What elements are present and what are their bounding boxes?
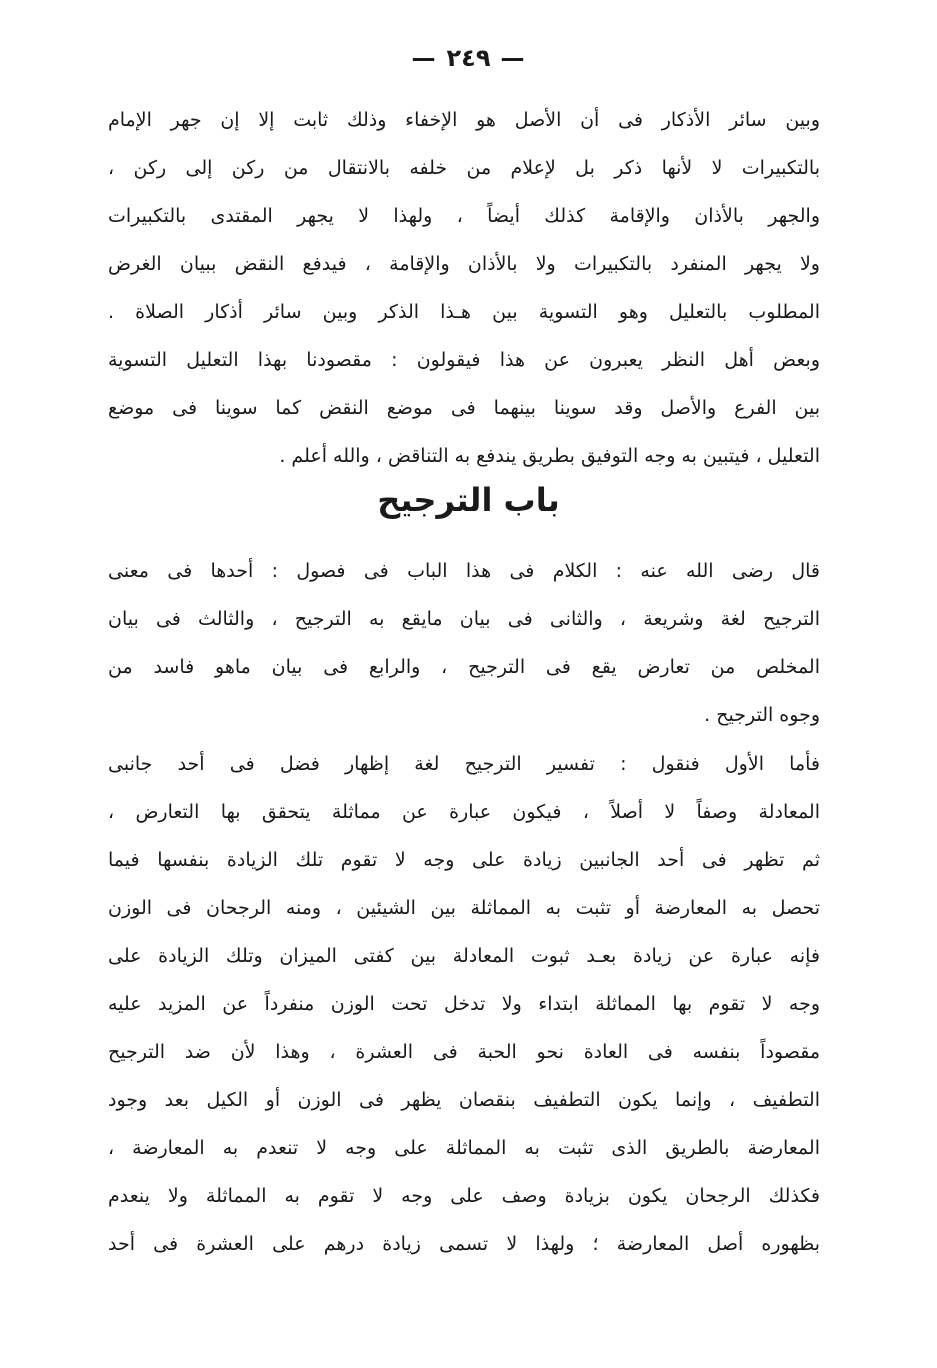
text-line: المعادلة وصفاً لا أصلاً ، فيكون عبارة عن مماثلة يتحقق بها التعارض ، [108,801,820,823]
text-line: ولا يجهر المنفرد بالتكبيرات ولا بالأذان والإقامة ، فيدفع النقض ببيان الغرض [108,253,820,275]
section-heading: باب الترجيح [377,481,560,519]
page-number-value: ٢٤٩ [446,44,491,72]
dash-right: — [411,44,437,72]
paragraph-2 [108,547,820,739]
text-line: والجهر بالأذان والإقامة كذلك أيضاً ، ولهذا لا يجهر المقتدى بالتكبيرات [108,205,820,227]
text-line: مقصوداً بنفسه فى العادة نحو الحبة فى العشرة ، وهذا لأن ضد الترجيح [108,1041,820,1063]
text-line: فإنه عبارة عن زيادة بعـد ثبوت المعادلة بين كفتى الميزان وتلك الزيادة على [108,945,820,967]
paragraph-1 [108,96,820,480]
text-line: وبين سائر الأذكار فى أن الأصل هو الإخفاء وذلك ثابت إلا إن جهر الإمام [108,109,820,131]
text-line: بظهوره أصل المعارضة ؛ ولهذا لا تسمى زيادة درهم على العشرة فى أحد [108,1233,820,1255]
text-line: ثم تظهر فى أحد الجانبين زيادة على وجه لا تقوم تلك الزيادة بنفسها فيما [108,849,820,871]
text-line: الترجيح لغة وشريعة ، والثانى فى بيان مايقع به الترجيح ، والثالث فى بيان [108,608,820,630]
text-line: وجه لا تقوم بها المماثلة ابتداء ولا تدخل تحت الوزن منفرداً عن المزيد عليه [108,993,820,1015]
text-line: فأما الأول فنقول : تفسير الترجيح لغة إظهار فضل فى أحد جانبى [108,753,820,775]
page-number [0,44,937,72]
text-line: المعارضة بالطريق الذى تثبت به المماثلة على وجه لا تنعدم به المعارضة ، [108,1137,820,1159]
text-line: وجوه الترجيح . [704,704,820,726]
text-line: وبعض أهل النظر يعبرون عن هذا فيقولون : مقصودنا بهذا التعليل التسوية [108,349,820,371]
text-line: بالتكبيرات لا لأنها ذكر بل لإعلام من خلفه بالانتقال من ركن إلى ركن ، [108,157,820,179]
paragraph-3 [108,740,820,1268]
text-line: التعليل ، فيتبين به وجه التوفيق بطريق يندفع به التناقض ، والله أعلم . [279,445,820,467]
text-line: التطفيف ، وإنما يكون التطفيف بنقصان يظهر فى الوزن أو الكيل بعد وجود [108,1089,820,1111]
text-line: قال رضى الله عنه : الكلام فى هذا الباب فى فصول : أحدها فى معنى [108,560,820,582]
dash-left: — [500,44,526,72]
text-line: المخلص من تعارض يقع فى الترجيح ، والرابع فى بيان ماهو فاسد من [108,656,820,678]
text-line: بين الفرع والأصل وقد سوينا بينهما فى موضع النقض كما سوينا فى موضع [108,397,820,419]
text-line: فكذلك الرجحان يكون بزيادة وصف على وجه لا تقوم به المماثلة ولا ينعدم [108,1185,820,1207]
text-line: المطلوب بالتعليل وهو التسوية بين هـذا الذكر وبين سائر أذكار الصلاة . [108,301,820,323]
text-line: تحصل به المعارضة أو تثبت به المماثلة بين الشيئين ، ومنه الرجحان فى الوزن [108,897,820,919]
